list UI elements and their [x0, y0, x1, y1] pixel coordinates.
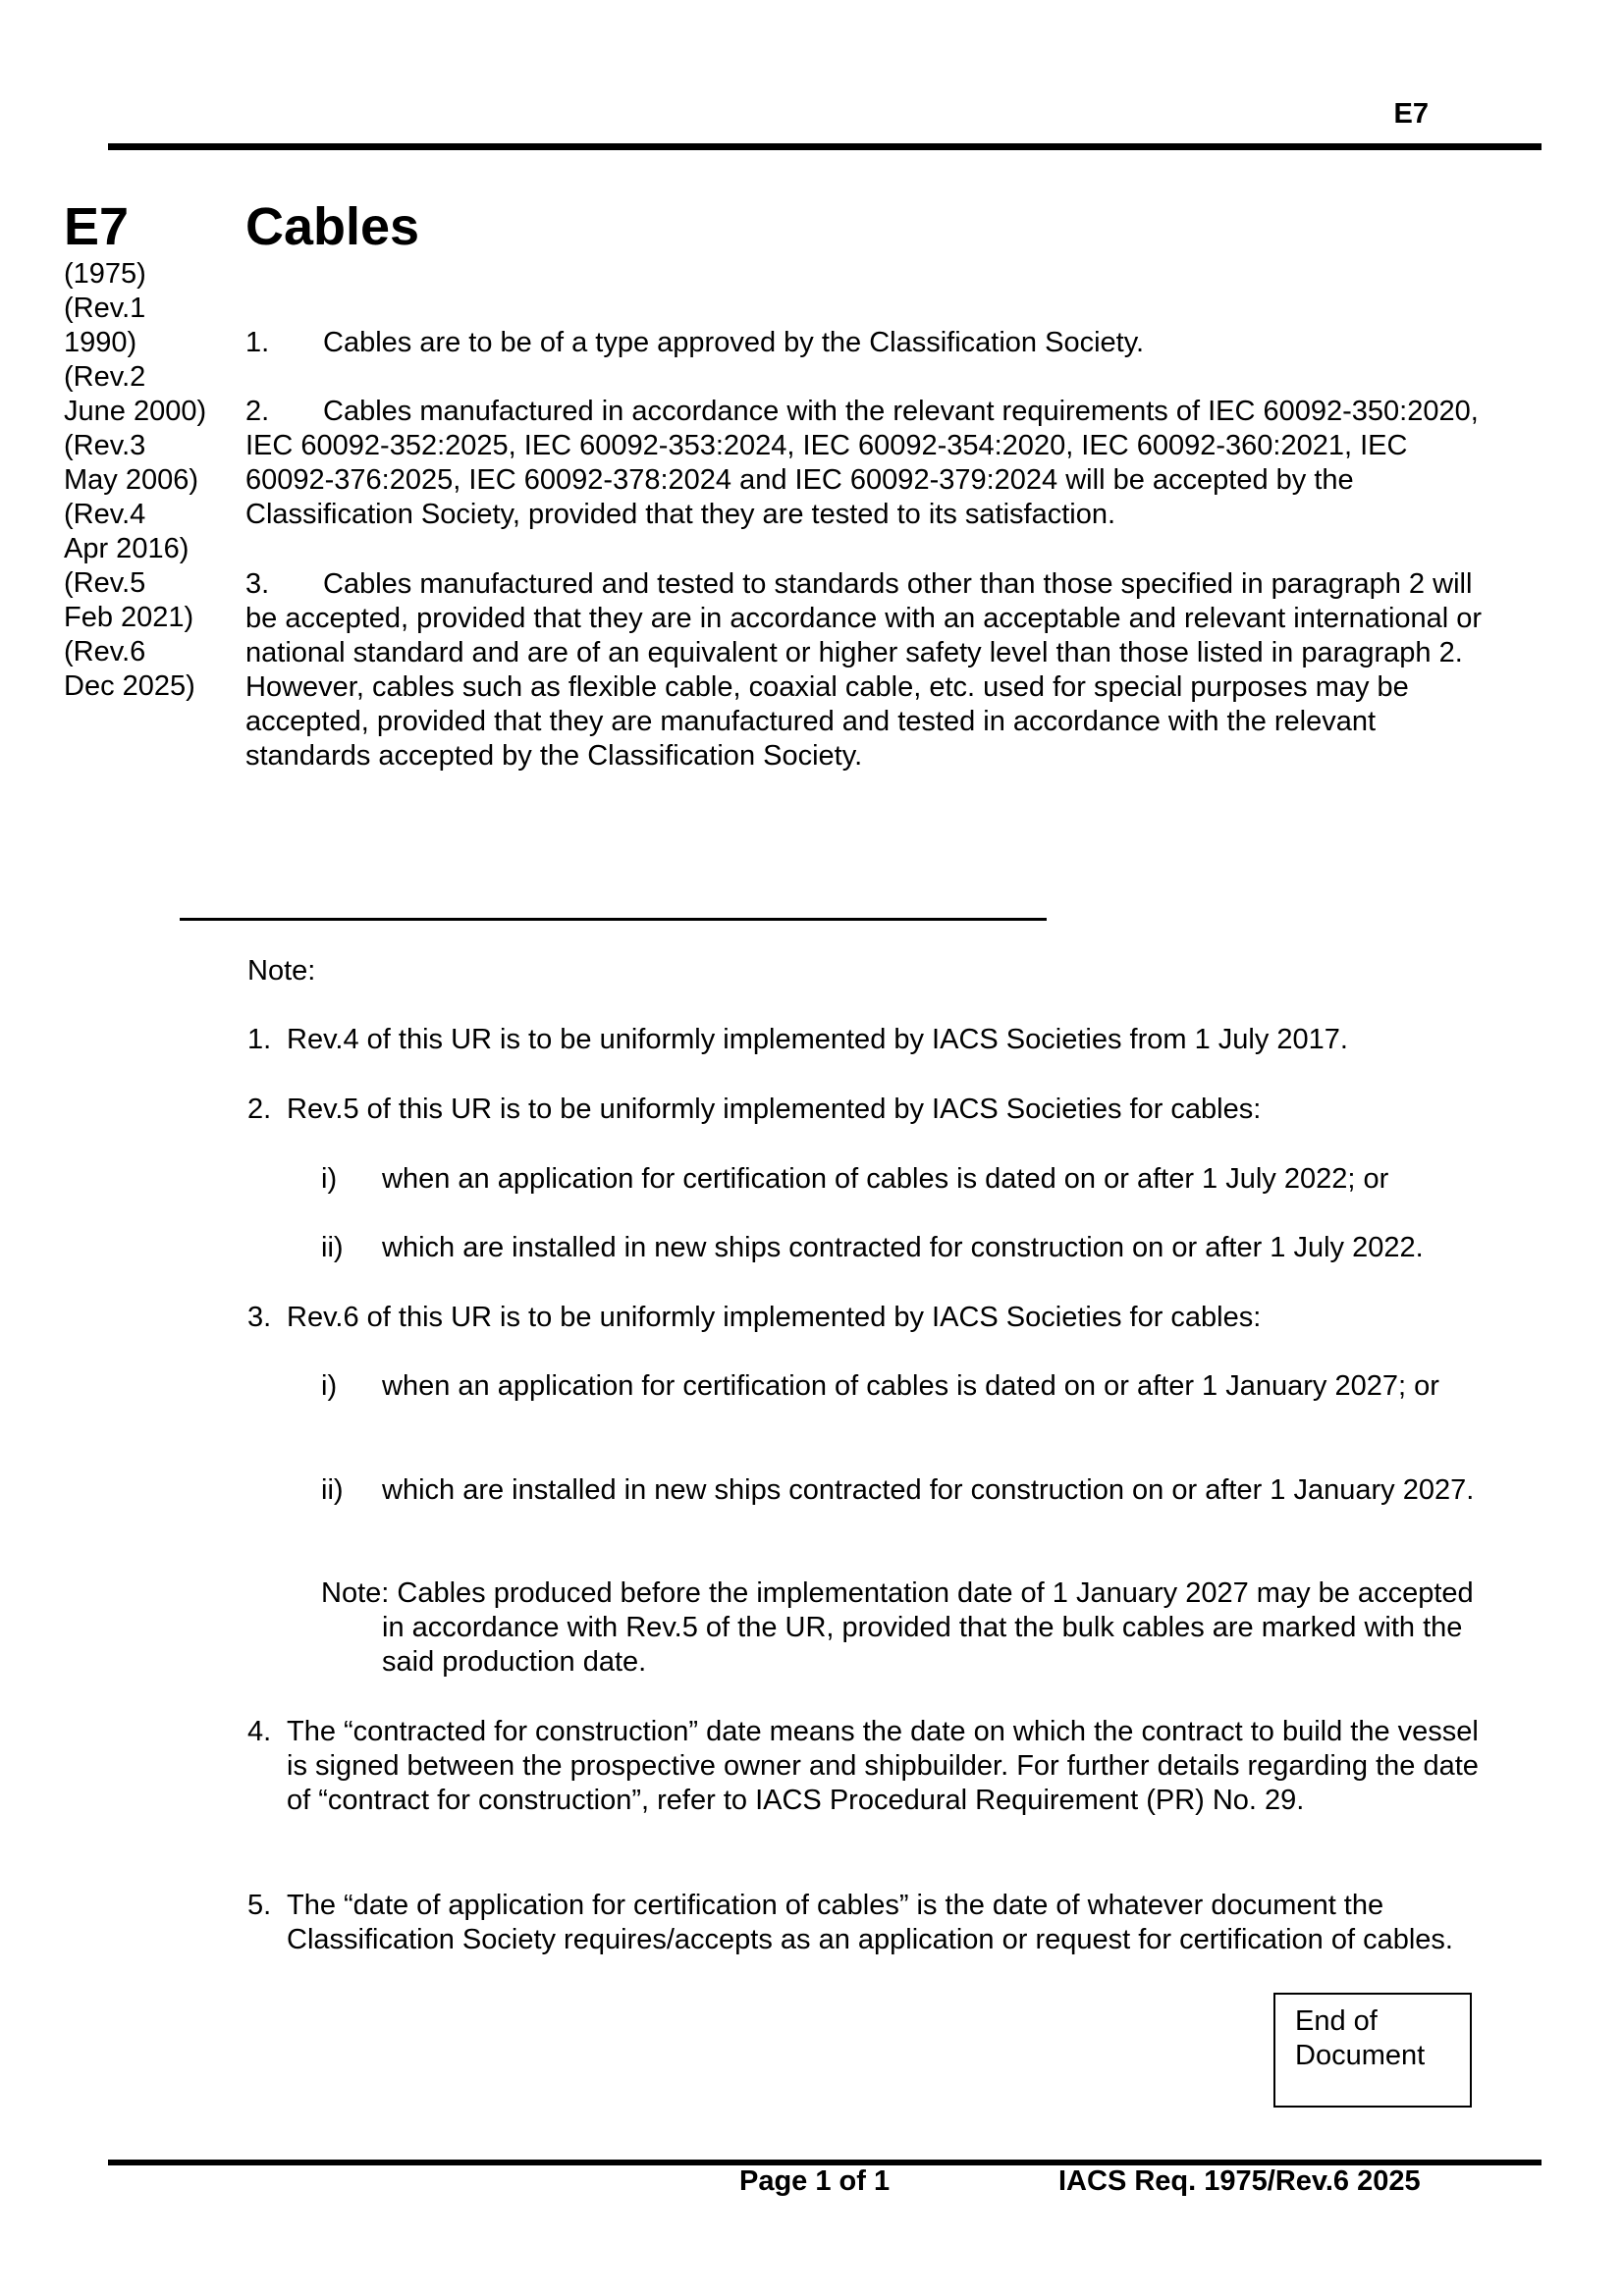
revision-line: Dec 2025): [64, 670, 195, 702]
header-rule: [108, 143, 1542, 150]
revision-line: (1975): [64, 258, 146, 290]
note-label: Note:: [247, 955, 316, 987]
paragraph-number: 2.: [245, 396, 270, 427]
sub-number: ii): [321, 1474, 344, 1506]
paragraph-text: Cables are to be of a type approved by the Classification Society.: [323, 327, 1145, 358]
note-number: 4.: [247, 1716, 272, 1747]
note-item-5: [247, 1889, 1499, 1957]
sub-number: ii): [321, 1232, 344, 1263]
revision-line: June 2000): [64, 396, 207, 427]
sub-text: which are installed in new ships contracted for construction on or after 1 July 2022.: [382, 1232, 1424, 1263]
note-item-3: [247, 1301, 1499, 1335]
note-sub-item: [321, 1162, 1499, 1197]
note-sub-item: [321, 1473, 1499, 1508]
note-text: Rev.4 of this UR is to be uniformly implemented by IACS Societies from 1 July 2017.: [287, 1024, 1348, 1055]
rev6-note-text: Note: Cables produced before the implementation date of 1 January 2027 may be accepted in accordance with Rev.5 of the UR, provided that the bulk cables are marked with the said production date.: [321, 1577, 1474, 1678]
note-number: 3.: [247, 1302, 272, 1333]
end-of-document-box: [1273, 1993, 1472, 2108]
revision-line: (Rev.2: [64, 361, 146, 393]
note-item-4: [247, 1715, 1499, 1818]
note-number: 2.: [247, 1094, 272, 1125]
revision-line: (Rev.4: [64, 499, 146, 530]
sub-number: i): [321, 1370, 338, 1402]
note-number: 5.: [247, 1890, 272, 1921]
requirement-code: E7: [64, 197, 130, 256]
note-item-1: [247, 1023, 1499, 1057]
paragraph-1: [245, 326, 1497, 360]
note-sub-item: [321, 1369, 1499, 1404]
revision-history: [64, 257, 236, 704]
page-number: Page 1 of 1: [739, 2165, 891, 2197]
note-item-2: [247, 1093, 1499, 1127]
page-title: Cables: [245, 197, 420, 256]
paragraph-number: 3.: [245, 568, 270, 600]
sub-text: which are installed in new ships contracted for construction on or after 1 January 2027.: [382, 1474, 1475, 1506]
note-text: Rev.6 of this UR is to be uniformly implemented by IACS Societies for cables:: [287, 1302, 1262, 1333]
note-text: The “contracted for construction” date means the date on which the contract to build the vessel is signed between the prospective owner and shipbuilder. For further details regarding the date of “contract for construction”, refer to IACS Procedural Requirement (PR) No. 29.: [287, 1716, 1479, 1816]
paragraph-text: Cables manufactured in accordance with the relevant requirements of IEC 60092-350:2020, IEC 60092-352:2025, IEC 60092-353:2024, IEC 60092-354:2020, IEC 60092-360:2021, IEC 60092-376:2025, IEC 60092-378:2024 and IEC 60092-379:2024 will be accepted by the Classification Society, provided that they are tested to its satisfaction.: [245, 396, 1479, 530]
sub-text: when an application for certification of cables is dated on or after 1 July 2022; or: [382, 1163, 1389, 1195]
end-of-document-line: Document: [1295, 2040, 1426, 2071]
revision-line: May 2006): [64, 464, 199, 496]
note-text: The “date of application for certification of cables” is the date of whatever document the Classification Society requires/accepts as an application or request for certification of cables.: [287, 1890, 1453, 1955]
note-number: 1.: [247, 1024, 272, 1055]
revision-line: (Rev.3: [64, 430, 146, 461]
revision-line: 1990): [64, 327, 137, 358]
paragraph-3: [245, 567, 1497, 774]
note-separator: [180, 918, 1047, 921]
revision-line: Apr 2016): [64, 533, 189, 564]
requirement-reference: IACS Req. 1975/Rev.6 2025: [1058, 2165, 1421, 2197]
note-sub-item: [321, 1231, 1499, 1265]
revision-line: Feb 2021): [64, 602, 194, 633]
paragraph-text: Cables manufactured and tested to standards other than those specified in paragraph 2 will be accepted, provided that they are in accordance with an acceptable and relevant international or national standard and are of an equivalent or higher safety level than those listed in paragraph 2. However, cables such as flexible cable, coaxial cable, etc. used for special purposes may be accepted, provided that they are manufactured and tested in accordance with the relevant standards accepted by the Classification Society.: [245, 568, 1483, 772]
sub-number: i): [321, 1163, 338, 1195]
paragraph-number: 1.: [245, 327, 270, 358]
end-of-document-line: End of: [1295, 2005, 1378, 2037]
revision-line: (Rev.5: [64, 567, 146, 599]
note-text: Rev.5 of this UR is to be uniformly implemented by IACS Societies for cables:: [287, 1094, 1262, 1125]
header-code: E7: [1393, 98, 1429, 130]
rev6-note: [321, 1576, 1499, 1680]
revision-line: (Rev.1: [64, 293, 146, 324]
sub-text: when an application for certification of cables is dated on or after 1 January 2027; or: [382, 1370, 1439, 1402]
paragraph-2: [245, 395, 1497, 532]
revision-line: (Rev.6: [64, 636, 146, 667]
